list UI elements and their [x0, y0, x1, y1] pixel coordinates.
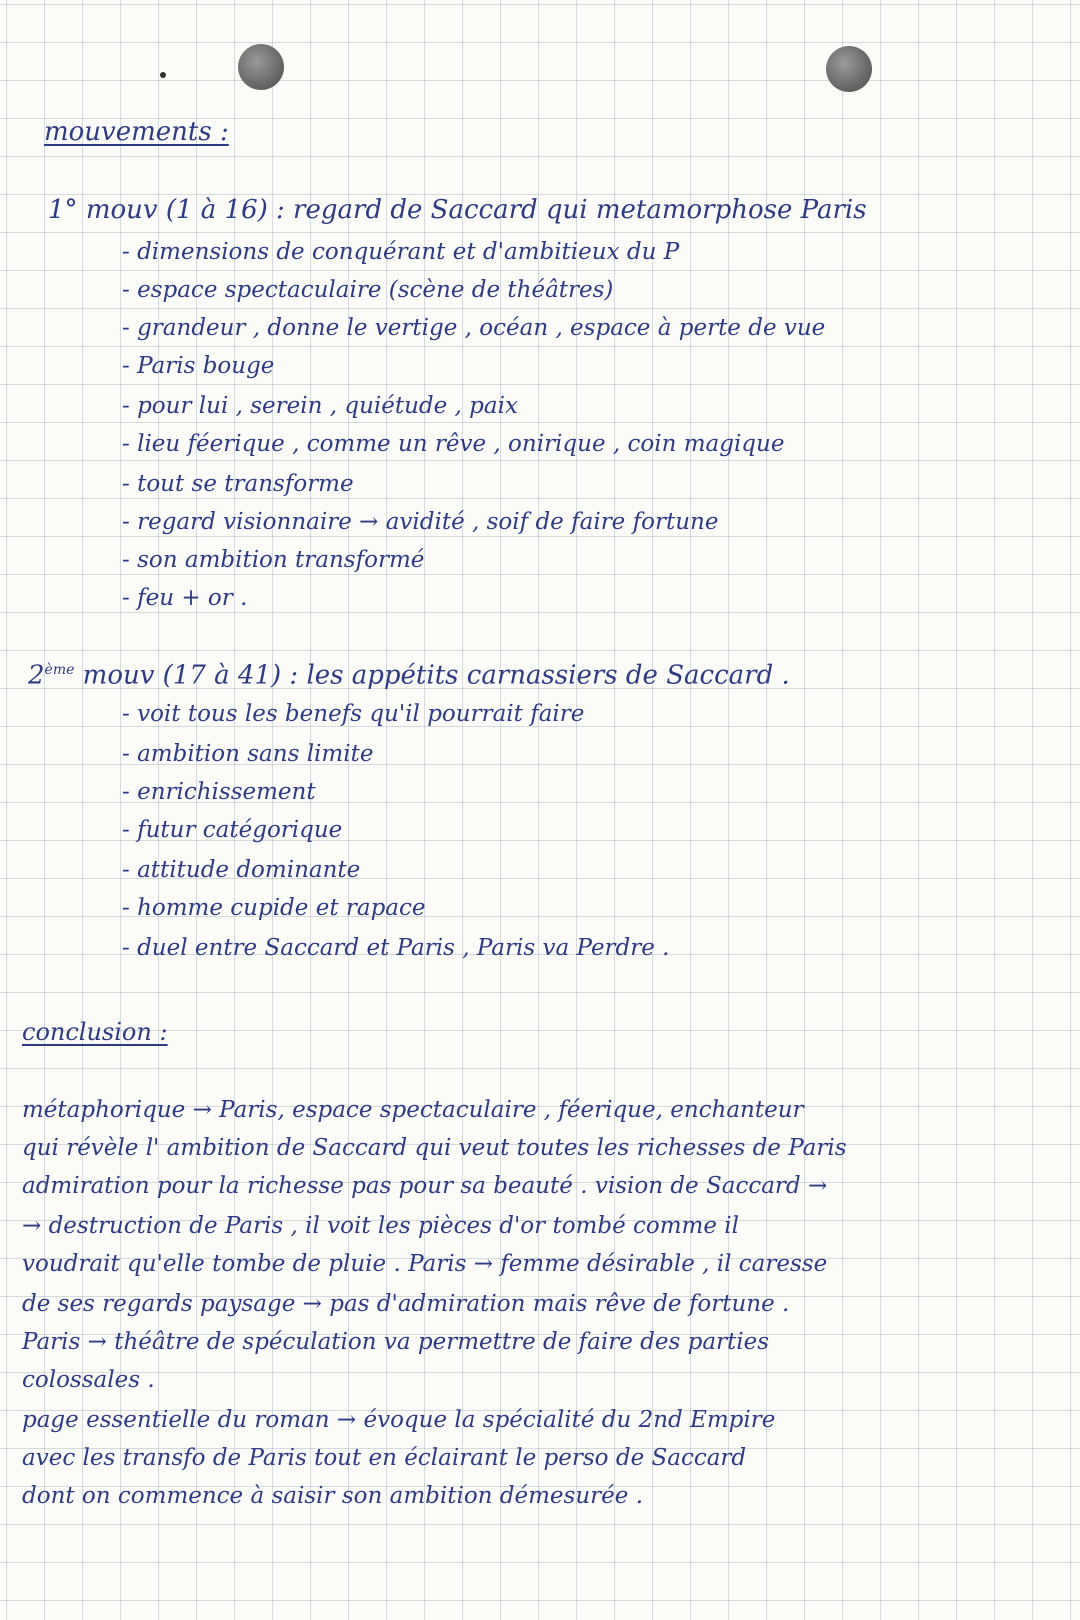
movement-1-item: - son ambition transformé [122, 547, 425, 573]
movement-2-item: - ambition sans limite [122, 741, 374, 767]
conclusion-line: → destruction de Paris , il voit les pièces d'or tombé comme il [22, 1213, 739, 1239]
movement-1-item: - dimensions de conquérant et d'ambitieux du P [122, 239, 680, 265]
movement-2-number: 2 [28, 660, 45, 691]
movement-1-item: - espace spectaculaire (scène de théâtres) [122, 277, 614, 303]
page-title: mouvements : [44, 117, 229, 147]
movement-1-item: - grandeur , donne le vertige , océan , espace à perte de vue [122, 315, 826, 341]
movement-1-item: - regard visionnaire → avidité , soif de faire fortune [122, 509, 719, 535]
movement-2-number-suffix: ème [44, 662, 75, 678]
movement-1-item: - feu + or . [122, 585, 248, 611]
movement-1-item: - tout se transforme [122, 471, 354, 497]
movement-1-item: - lieu féerique , comme un rêve , onirique , coin magique [122, 431, 785, 457]
movement-2-heading [28, 656, 790, 690]
conclusion-line: métaphorique → Paris, espace spectaculaire , féerique, enchanteur [22, 1097, 804, 1123]
movement-1-number: 1° [48, 195, 78, 225]
conclusion-line: de ses regards paysage → pas d'admiration mais rêve de fortune . [22, 1291, 790, 1317]
punch-hole-right [826, 46, 872, 92]
movement-2-item: - futur catégorique [122, 817, 343, 843]
conclusion-line: dont on commence à saisir son ambition démesurée . [22, 1483, 643, 1509]
movement-2-item: - duel entre Saccard et Paris , Paris va Perdre . [122, 935, 670, 961]
conclusion-line: qui révèle l' ambition de Saccard qui veut toutes les richesses de Paris [22, 1135, 847, 1161]
movement-2-item: - attitude dominante [122, 857, 361, 883]
movement-2-item: - homme cupide et rapace [122, 895, 426, 921]
conclusion-title: conclusion : [22, 1018, 168, 1046]
movement-2-item: - enrichissement [122, 779, 316, 805]
movement-1-item: - pour lui , serein , quiétude , paix [122, 393, 518, 419]
movement-2-heading-text: mouv (17 à 41) : les appétits carnassiers de Saccard . [82, 660, 790, 691]
conclusion-line: voudrait qu'elle tombe de pluie . Paris → femme désirable , il caresse [22, 1251, 828, 1277]
conclusion-line: admiration pour la richesse pas pour sa beauté . vision de Saccard → [22, 1173, 828, 1199]
conclusion-line: colossales . [22, 1367, 155, 1393]
conclusion-line: Paris → théâtre de spéculation va permettre de faire des parties [22, 1329, 770, 1355]
punch-hole-left [238, 44, 284, 90]
movement-1-item: - Paris bouge [122, 353, 275, 379]
movement-1-heading-text: mouv (1 à 16) : regard de Saccard qui metamorphose Paris [85, 195, 867, 225]
ink-dot [160, 72, 166, 78]
conclusion-line: page essentielle du roman → évoque la spécialité du 2nd Empire [22, 1407, 776, 1433]
conclusion-line: avec les transfo de Paris tout en éclairant le perso de Saccard [22, 1445, 747, 1471]
movement-2-item: - voit tous les benefs qu'il pourrait faire [122, 701, 585, 727]
movement-1-heading [48, 196, 867, 224]
